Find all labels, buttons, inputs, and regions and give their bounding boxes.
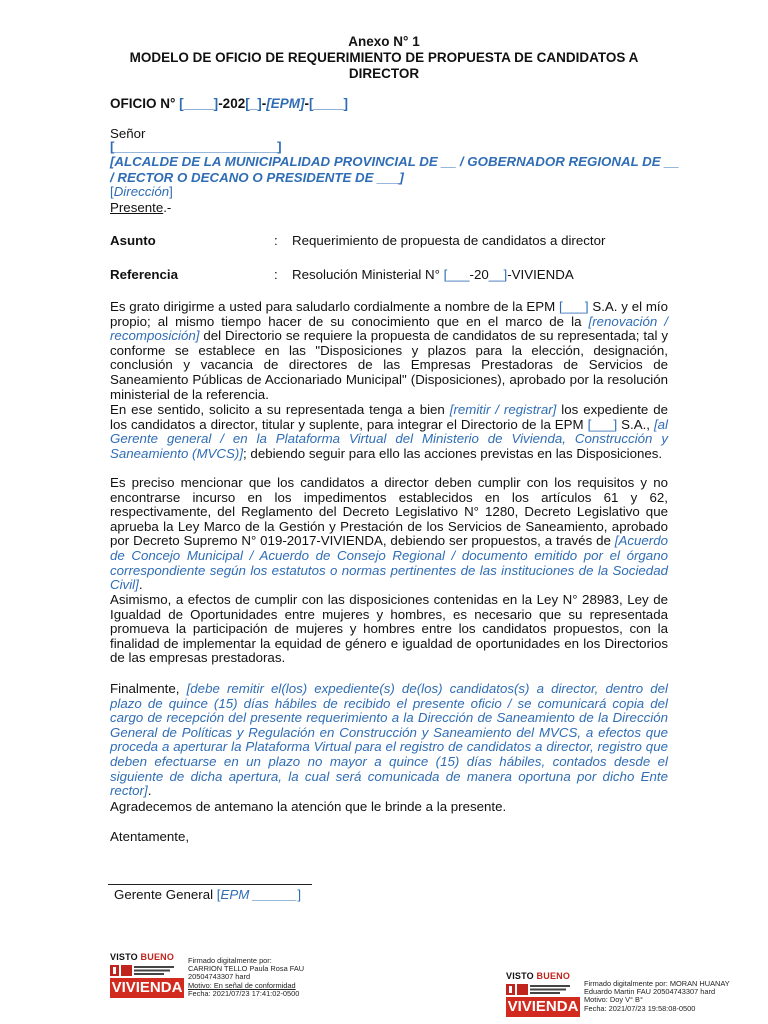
oficio-number: OFICIO N° [____]-202[_]-[EPM]-[____] [110,96,348,111]
signature-line [108,884,312,885]
closing-regards: Atentamente, [110,829,190,844]
paragraph-5: Finalmente, [debe remitir el(los) expediente(s) de(los) candidatos(s) a director, dentro del plazo de quince (15) días hábiles de recibido el presente oficio / se comunicará copia del cargo de recepción del presente requerimiento a la Dirección de Saneamiento de la Dirección General de Políticas y Regulación en Construcción y Saneamiento del MVCS, a efectos que proceda a aperturar la Plataforma Virtual para el registro de candidatos a director, registro que deben efectuarse en un plazo no mayor a quince (15) días hábiles, contados desde el siguiente de dicha apertura, la cual será comunicada de manera oportuna por dicho Ente rector]. [110,681,669,799]
recipient-title-line1: [ALCALDE DE LA MUNICIPALIDAD PROVINCIAL DE __ / GOBERNADOR REGIONAL DE __ [110,154,680,169]
asunto-label: Asunto [110,233,156,248]
recipient-address: [Dirección] [110,184,173,199]
closing-thanks: Agradecemos de antemano la atención que le brinde a la presente. [110,799,507,814]
vivienda-brand: VIVIENDA [507,998,579,1015]
asunto-colon: : [274,233,278,248]
annex-number: Anexo N° 1 [348,34,420,49]
recipient-name-blank: [______________________] [110,139,282,154]
paragraph-1: Es grato dirigirme a usted para saludarlo cordialmente a nombre de la EPM [___] S.A. y el mío propio; al mismo tiempo hacer de su conocimiento que en el marco de la [renovación / recomposición] del Directorio se requiere la propuesta de candidatos de su representada; tal y conforme se establece en las "Disposiciones y plazos para la elección, designación, conclusión y vacancia de directores de las Empresas Prestadoras de Servicios de Saneamiento Públicas de Accionariado Municipal" (Disposiciones), aprobado por la resolución ministerial de la referencia. [110,299,668,402]
paragraph-3: Es preciso mencionar que los candidatos a director deben cumplir con los requisitos y no encontrarse incurso en los impedimentos establecidos en los artículos 61 y 62, respectivamente, del Reglamento del Decreto Legislativo N° 1280, Decreto Legislativo que aprueba la Ley Marco de la Gestión y Prestación de los Servicios de Saneamiento, aprobado por Decreto Supremo N° 019-2017-VIVIENDA, debiendo ser propuestos, a través de [Acuerdo de Concejo Municipal / Acuerdo de Consejo Regional / documento emitido por el órgano correspondiente según los estatutos o normas pertinentes de las instituciones de la Sociedad Civil]. [110,475,668,593]
referencia-label: Referencia [110,267,178,282]
document-title-line1: MODELO DE OFICIO DE REQUERIMIENTO DE PROPUESTA DE CANDIDATOS A [129,50,639,65]
paragraph-2: En ese sentido, solicito a su representada tenga a bien [remitir / registrar] los expediente de los candidatos a director, titular y suplente, para integrar el Directorio de la EPM [___] S.A., [al Gerente general / en la Plataforma Virtual del Ministerio de Vivienda, Construcción y Saneamiento (MVCS)]; debiendo seguir para ello las acciones previstas en las Disposiciones. [110,402,668,461]
vivienda-brand: VIVIENDA [111,979,183,996]
approval-stamp-right [506,971,586,1017]
paragraph-4: Asimismo, a efectos de cumplir con las disposiciones contenidas en la Ley N° 28983, Ley de Igualdad de Oportunidades entre mujeres y hombres, es necesario que su representada promueva la participación de mujeres y hombres entre los candidatos propuestos, con la finalidad de implementar la equidad de género e igualdad de oportunidades en los Directorios de las empresas prestadoras. [110,592,668,666]
referencia-value: Resolución Ministerial N° [___-20__]-VIVIENDA [292,267,574,282]
recipient-title-line2: / RECTOR O DECANO O PRESIDENTE DE ___] [110,170,404,185]
document-header [0,34,768,82]
document-title-line2: DIRECTOR [348,66,420,81]
signer-title: Gerente General [EPM ______] [114,887,302,902]
presente-line: Presente.- [110,200,172,215]
salutation: Señor [110,126,146,141]
digital-signature-right: Firmado digitalmente por: MORAN HUANAY Eduardo Martin FAU 20504743307 hard Motivo: Doy V° B° Fecha: 2021/07/23 19:58:08-0500 [584,979,730,1013]
ministry-logo [110,964,190,977]
ministry-logo [506,983,586,996]
asunto-value: Requerimiento de propuesta de candidatos a director [292,233,606,248]
digital-signature-left: Firmado digitalmente por: CARRION TELLO Paula Rosa FAU 20504743307 hard Motivo: En señal de conformidad Fecha: 2021/07/23 17:41:02-0500 [188,956,305,998]
visto-bueno-label: VISTO BUENO [110,952,175,962]
approval-stamp-left [110,952,190,998]
visto-bueno-label: VISTO BUENO [506,971,571,981]
referencia-colon: : [274,267,278,282]
